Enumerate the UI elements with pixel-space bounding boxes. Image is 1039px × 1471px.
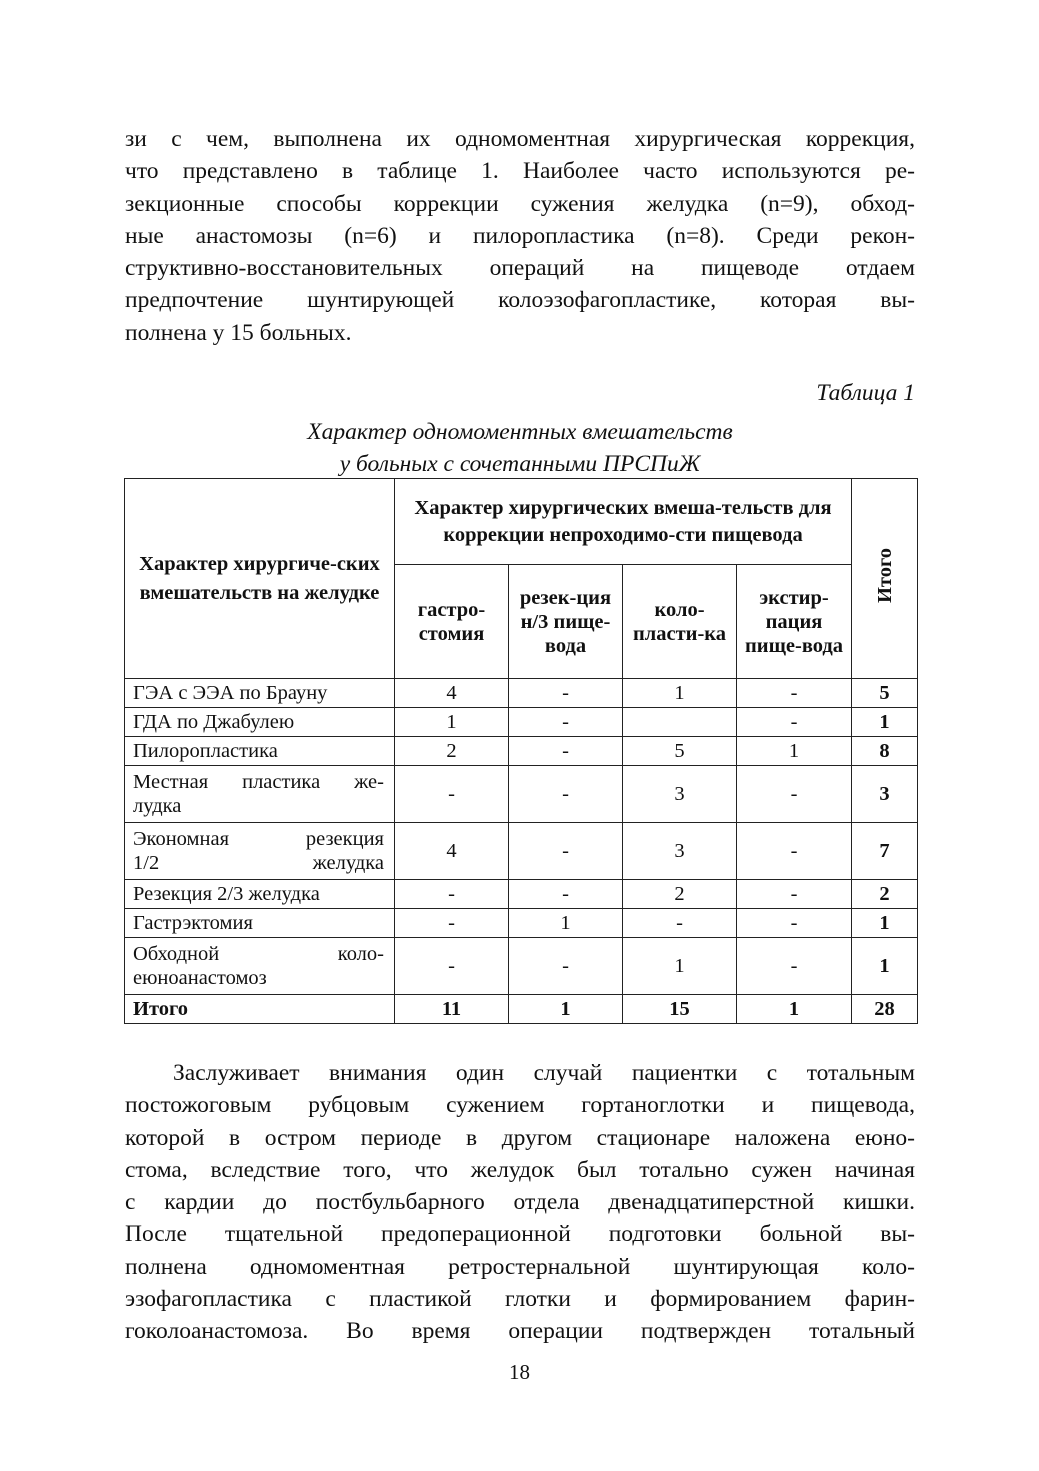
cell: - [509, 938, 623, 995]
text-line: полнена у 15 больных. [125, 319, 352, 346]
cell: - [509, 708, 623, 737]
cell: - [395, 909, 509, 938]
cell: - [737, 679, 852, 708]
table-row [125, 679, 918, 708]
row-total: 1 [852, 938, 918, 995]
data-table [124, 478, 918, 1024]
cell: 3 [623, 766, 737, 823]
table-caption-line: Характер одномоментных вмешательств [307, 419, 733, 445]
column-header: коло-пласти-ка [623, 565, 737, 679]
column-header: резек-ция н/3 пище-вода [509, 565, 623, 679]
cell: 2 [395, 737, 509, 766]
total-cell: 1 [509, 995, 623, 1024]
row-label-line: Экономная резекция [133, 828, 384, 850]
text-line: гоколоанастомоза. Во время операции подтвержден тотальный [125, 1318, 915, 1345]
cell: - [737, 766, 852, 823]
row-total: 1 [852, 909, 918, 938]
cell: - [395, 880, 509, 909]
cell: 4 [395, 823, 509, 880]
row-total: 7 [852, 823, 918, 880]
row-total: 8 [852, 737, 918, 766]
table-row [125, 766, 918, 823]
row-label: Резекция 2/3 желудка [125, 880, 395, 909]
cell: 1 [623, 938, 737, 995]
text-line: зи с чем, выполнена их одномоментная хирургическая коррекция, [125, 126, 915, 152]
total-header-label: Итого [873, 547, 896, 604]
row-label: ГЭА с ЭЭА по Брауну [125, 679, 395, 708]
cell: - [395, 938, 509, 995]
cell: - [737, 823, 852, 880]
cell: 1 [509, 909, 623, 938]
cell: - [737, 880, 852, 909]
table-row [125, 938, 918, 995]
row-label [125, 938, 395, 995]
cell: - [737, 708, 852, 737]
column-header: гастро-стомия [395, 565, 509, 679]
row-label: ГДА по Джабулею [125, 708, 395, 737]
text-line: ные анастомозы (n=6) и пилоропластика (n=8). Среди рекон- [125, 222, 915, 249]
text-line: стома, вследствие того, что желудок был тотально сужен начиная [125, 1156, 915, 1183]
row-total: 3 [852, 766, 918, 823]
total-header [852, 479, 918, 679]
row-label [125, 823, 395, 880]
cell: - [623, 909, 737, 938]
table-label: Таблица 1 [816, 380, 915, 406]
cell: - [509, 880, 623, 909]
cell [623, 708, 737, 737]
cell: 4 [395, 679, 509, 708]
text-line: структивно-восстановительных операций на пищеводе отдаем [125, 255, 915, 282]
cell: - [509, 823, 623, 880]
table-row [125, 737, 918, 766]
total-cell: 1 [737, 995, 852, 1024]
row-label-line: лудка [133, 795, 182, 817]
text-line: постожоговым рубцовым сужением гортаноглотки и пищевода, [125, 1092, 915, 1119]
text-line: Заслуживает внимания один случай пациентки с тотальным [173, 1060, 915, 1086]
cell: 1 [395, 708, 509, 737]
row-label: Гастрэктомия [125, 909, 395, 938]
total-row-label: Итого [125, 995, 395, 1024]
table-row [125, 708, 918, 737]
row-total: 5 [852, 679, 918, 708]
table-caption [125, 416, 915, 480]
cell: 1 [623, 679, 737, 708]
cell: 5 [623, 737, 737, 766]
row-label-line: еюноанастомоз [133, 967, 267, 989]
paragraph-bottom [125, 1057, 915, 1348]
corner-header: Характер хирургиче-ских вмешательств на желудке [125, 479, 395, 679]
cell: - [737, 909, 852, 938]
text-line: которой в остром периоде в другом стационаре наложена еюно- [125, 1124, 915, 1151]
row-label-line: 1/2 желудка [133, 852, 384, 874]
cell: 1 [737, 737, 852, 766]
text-line: предпочтение шунтирующей колоэзофагопластике, которая вы- [125, 287, 915, 314]
cell: - [509, 679, 623, 708]
table-row [125, 823, 918, 880]
total-cell: 11 [395, 995, 509, 1024]
paragraph-top [125, 123, 915, 349]
row-label-line: Обходной коло- [133, 943, 384, 965]
text-line: с кардии до постбульбарного отдела двенадцатиперстной кишки. [125, 1189, 915, 1216]
row-total: 2 [852, 880, 918, 909]
cell: - [737, 938, 852, 995]
text-line: эзофагопластика с пластикой глотки и формированием фарин- [125, 1286, 915, 1313]
table-total-row [125, 995, 918, 1024]
text-line: После тщательной предоперационной подготовки больной вы- [125, 1221, 915, 1248]
grand-total: 28 [852, 995, 918, 1024]
text-line: зекционные способы коррекции сужения желудка (n=9), обход- [125, 190, 915, 217]
cell: - [395, 766, 509, 823]
table-row [125, 880, 918, 909]
cell: - [509, 737, 623, 766]
table-row [125, 909, 918, 938]
cell: 3 [623, 823, 737, 880]
cell: 2 [623, 880, 737, 909]
total-cell: 15 [623, 995, 737, 1024]
column-header: экстир-пация пище-вода [737, 565, 852, 679]
row-label-line: Местная пластика же- [133, 771, 384, 793]
row-label [125, 766, 395, 823]
cell: - [509, 766, 623, 823]
group-header: Характер хирургических вмеша-тельств для коррекции непроходимо-сти пищевода [395, 479, 852, 565]
text-line: полнена одномоментная ретростернальной шунтирующая коло- [125, 1253, 915, 1280]
page-number: 18 [509, 1360, 530, 1384]
table-caption-line: у больных с сочетанными ПРСПиЖ [339, 451, 701, 477]
text-line: что представлено в таблице 1. Наиболее часто используются ре- [125, 158, 915, 185]
row-total: 1 [852, 708, 918, 737]
row-label: Пилоропластика [125, 737, 395, 766]
